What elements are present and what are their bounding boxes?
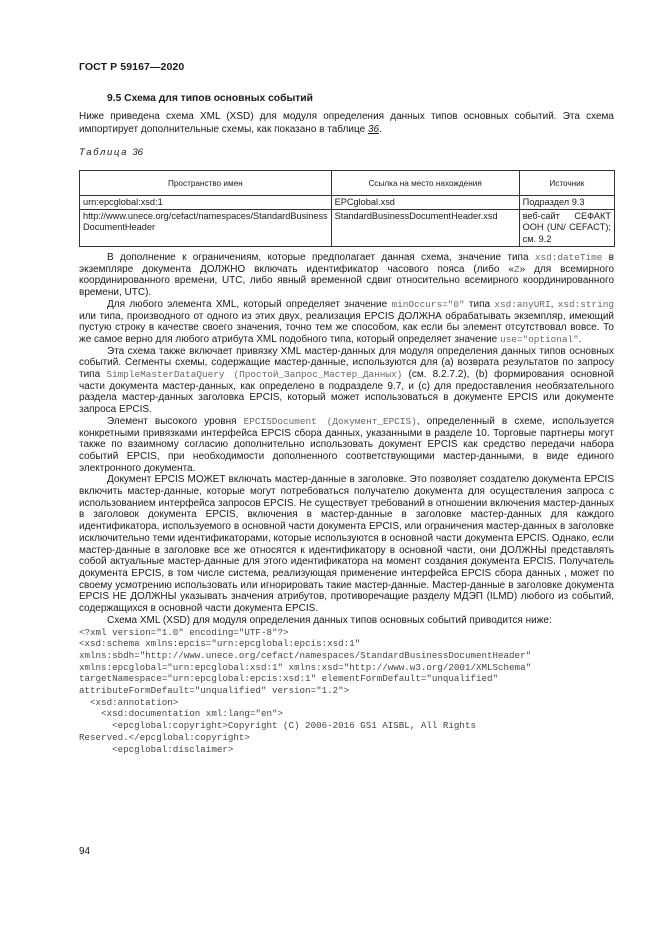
text-run: в экземпляре документа ДОЛЖНО включать идентификатор часового пояса (либо « <box>79 252 614 275</box>
code-run: minOccurs="0" <box>391 298 465 310</box>
text-run: или типа, производного от одного из этих двух, реализация EPCIS ДОЛЖНА обрабатывать экземпляр, имеющий пустую строку в качестве своего значения, точно тем же способом, как если бы элемент отсутствовал вовсе. То же самое верно для любого атрибута XML подобного типа, который определяет значение <box>79 310 614 345</box>
table-cell: EPCglobal.xsd <box>331 196 519 210</box>
table-header-location: Ссылка на место нахождения <box>331 171 519 196</box>
code-line: Reserved.</epcglobal:copyright> <box>79 731 250 743</box>
text-run: . <box>578 333 582 345</box>
standard-code: ГОСТ Р 59167—2020 <box>79 61 185 73</box>
table-caption <box>79 147 143 158</box>
text-run: В дополнение к ограничениям, которые предполагает данная схема, значение типа <box>107 252 535 263</box>
text-run: Эта схема также включает привязку XML мастер-данных для модуля определения данных типов основных событий. Сегменты схемы, содержащие мастер-данные, используются для (a) возврата результатов по запросу типа <box>79 345 614 381</box>
table-cell: веб-сайт СЕФАКТ ООН (UN/ CEFACT); см. 9.2 <box>519 210 614 247</box>
section-title: 9.5 Схема для типов основных событий <box>107 93 313 104</box>
table-cell: urn:epcglobal:xsd:1 <box>80 196 332 210</box>
paragraph-header-master-data: Документ EPCIS МОЖЕТ включать мастер-данные в заголовке. Это позволяет создателю документа EPCIS включить мастер-данные, которые могут потребоваться получателю документа для осуществления запроса с использованием интерфейса запросов EPCIS. Не существует требований в отношении включения мастер-данных в заголовок документа EPCIS, включения в мастер-данные в заголовке мастер-данных для каждого идентификатора, используемого в основной части документа EPCIS, или ограничения мастер-данных в заголовке исключительно теми идентификаторами, которые используются в основной части документа EPCIS. Однако, если мастер-данные в заголовке все же относятся к идентификатору в основной части, они ДОЛЖНЫ представлять собой актуальные мастер-данные для этого идентификатора на момент создания документа EPCIS. Получатель документа EPCIS, в том числе система, реализующая применение интерфейса EPCIS сбора данных , может по своему усмотрению использовать или игнорировать такие мастер-данные. Мастер-данные в заголовке документа EPCIS НЕ ДОЛЖНЫ указывать значения атрибутов, противоречащие разделу МДЭП (ILMD) любого из событий, содержащихся в основной части документа EPCIS. <box>79 474 614 615</box>
namespaces-table <box>79 170 615 247</box>
code-line: attributeFormDefault="unqualified" version="1.2"> <box>79 685 350 697</box>
text-run: Для любого элемента XML, который определяет значение <box>107 298 392 310</box>
table-cell: StandardBusinessDocumentHeader.xsd <box>331 210 519 247</box>
table-header-namespace: Пространство имен <box>80 171 332 196</box>
code-line: <xsd:schema xmlns:epcis="urn:epcglobal:epcis:xsd:1" <box>79 638 361 650</box>
table-reference-link[interactable]: 36 <box>367 123 380 135</box>
code-line: targetNamespace="urn:epcglobal:epcis:xsd:1" elementFormDefault="unqualified" <box>79 673 499 685</box>
code-run: xsd:string <box>557 298 615 310</box>
code-line: xmlns:sbdh="http://www.unece.org/cefact/namespaces/StandardBusinessDocumentHeader" <box>79 649 532 661</box>
xsd-code-block <box>79 627 614 756</box>
code-run: Z <box>513 263 520 275</box>
page-number: 94 <box>79 846 91 857</box>
text-run: типа <box>464 298 495 310</box>
intro-text: Ниже приведена схема XML (XSD) для модуля определения данных типов основных событий. Эта схема импортирует дополнительные схемы, как показано в таблице <box>79 111 614 135</box>
table-header-row <box>80 171 615 196</box>
table-caption-label: Таблица <box>79 147 129 158</box>
table-row <box>80 210 615 247</box>
intro-tail: . <box>379 123 382 135</box>
paragraph-schema-intro: Схема XML (XSD) для модуля определения данных типов основных событий приводится ниже: <box>107 614 552 626</box>
text-run: (см. 8.2.7.2), (b) формирования основной части документа мастер-данных, как определено в подразделе 9.7, и (c) для предоставления необязательного раздела мастер-данных заголовка EPCIS, который может использоваться в документе EPCIS или документе запроса EPCIS. <box>79 369 614 416</box>
code-line: <xsd:annotation> <box>79 696 179 708</box>
table-header-source: Источник <box>519 171 614 196</box>
table-caption-number: 36 <box>132 147 143 158</box>
code-line: <epcglobal:copyright>Copyright (C) 2006-2016 GS1 AISBL, All Rights <box>79 720 476 732</box>
code-run: xsd:anyURI <box>494 298 551 310</box>
code-run: EPCISDocument (Документ_EPCIS) <box>243 415 417 427</box>
code-line: <epcglobal:disclaimer> <box>79 743 234 755</box>
code-run: use="optional" <box>500 333 579 345</box>
text-run: » для всемирного координированного времени, UTC, либо явный временной сдвиг относительно всемирного координированного времени, UTC). <box>79 263 615 299</box>
paragraph-epcis-document <box>79 416 614 475</box>
text-run: , <box>550 298 558 310</box>
code-line: <xsd:documentation xml:lang="en"> <box>79 708 283 720</box>
table-cell: Подраздел 9.3 <box>519 196 614 210</box>
table-cell: http://www.unece.org/cefact/namespaces/StandardBusiness DocumentHeader <box>80 210 332 247</box>
code-line: xmlns:epcglobal="urn:epcglobal:xsd:1" xmlns:xsd="http://www.w3.org/2001/XMLSchema" <box>79 661 532 673</box>
paragraph-minoccurs <box>79 299 614 346</box>
paragraph-master-data <box>79 346 614 416</box>
text-run: , определенный в схеме, используется конкретными привязками интерфейса EPCIS сбора данных, указанными в разделе 10. Торговые партнеры могут также по взаимному согласию дополнительно использовать документ EPCIS как средство передачи набора событий EPCIS, при необходимости дополненного соответствующими мастер-данными, в виде единого электронного документа. <box>79 415 614 474</box>
body-text <box>79 252 614 755</box>
paragraph-timezone <box>79 252 614 299</box>
code-run: xsd:dateTime <box>534 252 603 263</box>
code-run: SimpleMasterDataQuery (Простой_Запрос_Мастер_Данных) <box>106 369 403 381</box>
table-row <box>80 196 615 210</box>
text-run: Элемент высокого уровня <box>107 415 244 427</box>
code-line: <?xml version="1.0" encoding="UTF-8"?> <box>79 626 289 638</box>
intro-paragraph <box>79 111 614 136</box>
